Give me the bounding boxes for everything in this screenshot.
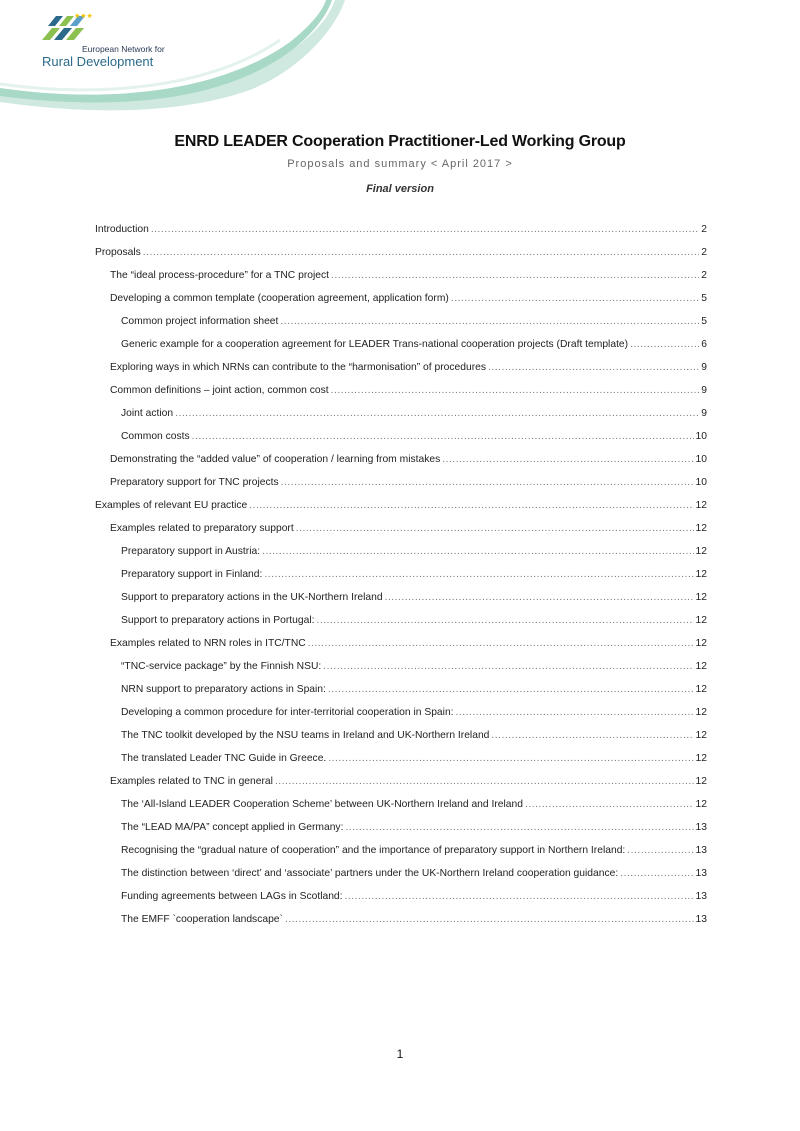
toc-entry-label: Examples related to NRN roles in ITC/TNC: [110, 638, 306, 649]
toc-leader-dots: [456, 707, 694, 718]
toc-entry[interactable]: [95, 776, 707, 799]
toc-entry-page: 10: [695, 454, 707, 465]
toc-entry-label: The EMFF `cooperation landscape`: [121, 914, 283, 925]
toc-entry-page: 5: [701, 316, 707, 327]
toc-entry-label: Examples related to preparatory support: [110, 523, 294, 534]
table-of-contents: [95, 224, 707, 937]
toc-entry-page: 12: [695, 615, 707, 626]
toc-entry-label: Common definitions – joint action, common cost: [110, 385, 329, 396]
toc-leader-dots: [491, 730, 693, 741]
toc-entry-page: 13: [695, 845, 707, 856]
toc-entry[interactable]: [95, 385, 707, 408]
toc-entry-page: 12: [695, 592, 707, 603]
toc-entry-label: The ‘All-Island LEADER Cooperation Scheme’ between UK-Northern Ireland and Ireland: [121, 799, 523, 810]
toc-entry[interactable]: [95, 454, 707, 477]
document-title: ENRD LEADER Cooperation Practitioner-Led Working Group: [174, 133, 626, 150]
toc-entry-label: Joint action: [121, 408, 174, 419]
toc-entry[interactable]: [95, 615, 707, 638]
toc-entry[interactable]: [95, 707, 707, 730]
logo-line-1: European Network for: [82, 44, 165, 54]
toc-entry[interactable]: [95, 316, 707, 339]
toc-leader-dots: [451, 293, 699, 304]
toc-leader-dots: [281, 477, 694, 488]
toc-entry-label: The translated Leader TNC Guide in Greece.: [121, 753, 327, 764]
toc-leader-dots: [345, 822, 693, 833]
document-version: Final version: [366, 183, 434, 195]
toc-entry[interactable]: [95, 362, 707, 385]
toc-entry-label: The “ideal process-procedure” for a TNC project: [110, 270, 329, 281]
toc-entry[interactable]: [95, 293, 707, 316]
toc-entry-page: 9: [701, 408, 707, 419]
toc-leader-dots: [331, 385, 700, 396]
toc-entry-label: Examples related to TNC in general: [110, 776, 273, 787]
toc-entry[interactable]: [95, 477, 707, 500]
toc-leader-dots: [296, 523, 694, 534]
toc-entry-page: 12: [695, 569, 707, 580]
toc-entry-label: Preparatory support in Austria:: [121, 546, 261, 557]
toc-entry-page: 2: [701, 224, 707, 235]
toc-leader-dots: [249, 500, 693, 511]
toc-leader-dots: [620, 868, 693, 879]
toc-leader-dots: [345, 891, 694, 902]
toc-entry[interactable]: [95, 408, 707, 431]
toc-leader-dots: [192, 431, 694, 442]
toc-entry-label: The “LEAD MA/PA” concept applied in Germany:: [121, 822, 344, 833]
toc-entry-label: Preparatory support for TNC projects: [110, 477, 279, 488]
toc-leader-dots: [280, 316, 699, 327]
toc-entry-page: 12: [695, 776, 707, 787]
toc-entry[interactable]: [95, 339, 707, 362]
toc-entry-page: 12: [695, 707, 707, 718]
toc-entry-label: Proposals: [95, 247, 141, 258]
toc-leader-dots: [331, 270, 699, 281]
toc-entry[interactable]: [95, 224, 707, 247]
toc-leader-dots: [143, 247, 699, 258]
toc-entry-label: Support to preparatory actions in Portugal:: [121, 615, 315, 626]
toc-entry-page: 12: [695, 799, 707, 810]
toc-entry-page: 12: [695, 661, 707, 672]
toc-entry-label: Developing a common procedure for inter-territorial cooperation in Spain:: [121, 707, 454, 718]
toc-entry[interactable]: [95, 684, 707, 707]
toc-leader-dots: [328, 753, 693, 764]
toc-entry[interactable]: [95, 431, 707, 454]
toc-entry-page: 13: [695, 891, 707, 902]
toc-entry-label: Examples of relevant EU practice: [95, 500, 248, 511]
toc-entry-page: 10: [695, 431, 707, 442]
toc-entry[interactable]: [95, 730, 707, 753]
document-subtitle: Proposals and summary < April 2017 >: [287, 158, 513, 170]
toc-entry-label: The TNC toolkit developed by the NSU teams in Ireland and UK-Northern Ireland: [121, 730, 490, 741]
toc-entry-label: Support to preparatory actions in the UK-Northern Ireland: [121, 592, 383, 603]
toc-leader-dots: [488, 362, 699, 373]
toc-leader-dots: [151, 224, 699, 235]
toc-entry-page: 9: [701, 385, 707, 396]
toc-entry[interactable]: [95, 914, 707, 937]
toc-leader-dots: [285, 914, 694, 925]
toc-entry-label: Funding agreements between LAGs in Scotland:: [121, 891, 343, 902]
toc-entry-label: The distinction between ‘direct’ and ‘associate’ partners under the UK-Northern Ireland cooperation guidance:: [121, 868, 619, 879]
toc-entry-page: 13: [695, 914, 707, 925]
toc-entry[interactable]: [95, 868, 707, 891]
toc-entry-page: 12: [695, 638, 707, 649]
toc-entry-page: 5: [701, 293, 707, 304]
toc-leader-dots: [262, 546, 693, 557]
toc-entry-label: Demonstrating the “added value” of cooperation / learning from mistakes: [110, 454, 441, 465]
logo-line-2: Rural Development: [42, 54, 154, 69]
toc-leader-dots: [442, 454, 693, 465]
toc-entry[interactable]: [95, 661, 707, 684]
toc-entry[interactable]: [95, 523, 707, 546]
toc-entry-page: 9: [701, 362, 707, 373]
toc-entry-label: Preparatory support in Finland:: [121, 569, 263, 580]
toc-leader-dots: [525, 799, 694, 810]
toc-entry-page: 12: [695, 730, 707, 741]
toc-entry-page: 12: [695, 753, 707, 764]
toc-entry-page: 2: [701, 247, 707, 258]
toc-entry-label: Introduction: [95, 224, 149, 235]
toc-entry-page: 13: [695, 868, 707, 879]
toc-leader-dots: [328, 684, 694, 695]
toc-leader-dots: [175, 408, 699, 419]
toc-entry[interactable]: [95, 546, 707, 569]
toc-entry-label: Exploring ways in which NRNs can contribute to the “harmonisation” of procedures: [110, 362, 487, 373]
toc-entry-label: “TNC-service package” by the Finnish NSU:: [121, 661, 322, 672]
toc-entry-page: 12: [695, 546, 707, 557]
toc-entry[interactable]: [95, 638, 707, 661]
toc-entry[interactable]: [95, 569, 707, 592]
toc-entry[interactable]: [95, 845, 707, 868]
toc-entry[interactable]: [95, 592, 707, 615]
toc-entry[interactable]: [95, 500, 707, 523]
toc-entry-page: 10: [695, 477, 707, 488]
toc-entry-page: 12: [695, 523, 707, 534]
toc-entry[interactable]: [95, 270, 707, 293]
toc-entry-label: Developing a common template (cooperation agreement, application form): [110, 293, 449, 304]
toc-leader-dots: [323, 661, 693, 672]
toc-entry-page: 13: [695, 822, 707, 833]
toc-entry-page: 12: [695, 500, 707, 511]
toc-entry-page: 2: [701, 270, 707, 281]
toc-leader-dots: [385, 592, 694, 603]
toc-entry-page: 12: [695, 684, 707, 695]
toc-leader-dots: [627, 845, 693, 856]
toc-leader-dots: [264, 569, 693, 580]
toc-entry-label: Recognising the “gradual nature of cooperation” and the importance of preparatory support in Northern Ireland:: [121, 845, 626, 856]
toc-entry[interactable]: [95, 753, 707, 776]
page-number: 1: [396, 1047, 404, 1061]
toc-leader-dots: [275, 776, 694, 787]
toc-entry[interactable]: [95, 891, 707, 914]
toc-entry-label: Common project information sheet: [121, 316, 279, 327]
toc-entry-label: Generic example for a cooperation agreement for LEADER Trans-national cooperation projects (Draft template): [121, 339, 629, 350]
toc-entry[interactable]: [95, 247, 707, 270]
toc-entry-label: Common costs: [121, 431, 190, 442]
toc-entry-page: 6: [701, 339, 707, 350]
svg-text:★★★: ★★★: [74, 12, 93, 20]
toc-entry[interactable]: [95, 822, 707, 845]
toc-leader-dots: [308, 638, 694, 649]
toc-entry-label: NRN support to preparatory actions in Spain:: [121, 684, 326, 695]
toc-leader-dots: [316, 615, 693, 626]
toc-entry[interactable]: [95, 799, 707, 822]
toc-leader-dots: [630, 339, 699, 350]
